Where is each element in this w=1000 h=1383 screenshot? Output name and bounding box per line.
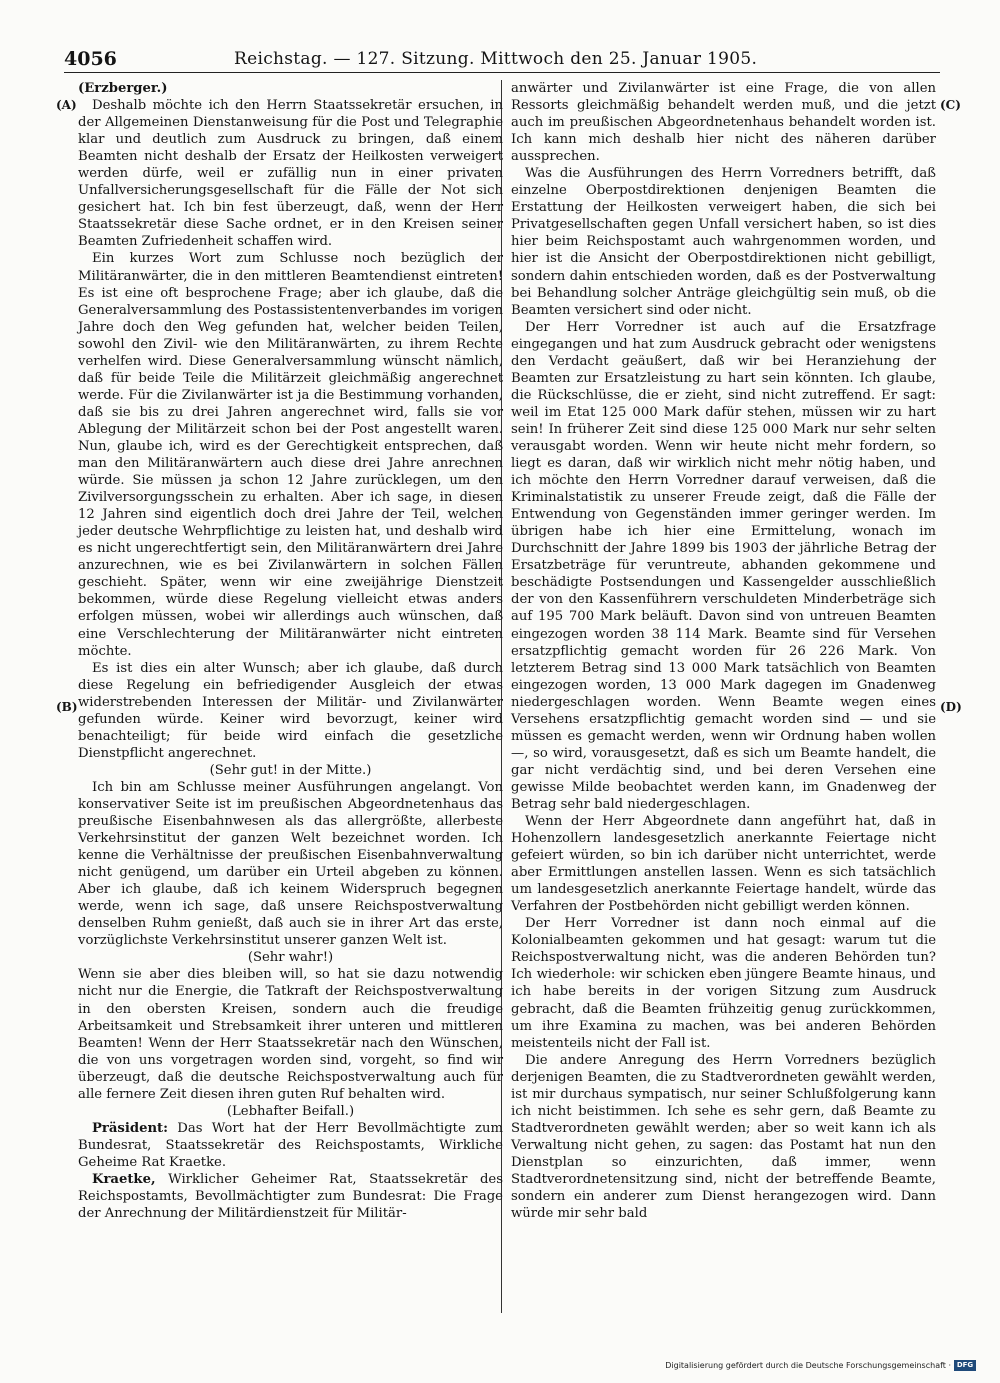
speaker-name: Kraetke, <box>92 1172 156 1187</box>
running-header <box>64 48 940 73</box>
page-number: 4056 <box>64 48 117 70</box>
dfg-logo-icon: DFG <box>954 1360 976 1371</box>
paragraph: Ein kurzes Wort zum Schlusse noch bezüglich der Militäranwärter, die in den mittleren Beamtendienst eintreten! Es ist eine oft besprochene Frage; aber ich glaube, daß die Generalversammlung des Postassistentenverbandes im vorigen Jahre doch den Weg gefunden hat, welcher beiden Teilen, sowohl den Zivil- wie den Militäranwärten, zu ihrem Rechte verhelfen wird. Diese Generalversammlung wünscht nämlich, daß für beide Teile die Militärzeit gleichmäßig angerechnet werde. Für die Zivilanwärter ist ja die Bestimmung vorhanden, daß sie bis zu drei Jahren angerechnet wird, falls sie vor Ablegung der Militärzeit schon bei der Post angestellt waren. Nun, glaube ich, wird es der Gerechtigkeit entsprechen, daß man den Militäranwärtern auch diese drei Jahre anrechnen würde. Sie müssen ja schon 12 Jahre zurücklegen, um den Zivilversorgungsschein zu erhalten. Aber ich sage, in diesen 12 Jahren sind eigentlich doch drei Jahre der Teil, welchen jeder deutsche Wehrpflichtige zu leisten hat, und deshalb wird es nicht ungerechtfertigt sein, den Militäranwärtern drei Jahre anzurechnen, wie es bei Zivilanwärtern in solchen Fällen geschieht. Später, wenn wir eine zweijährige Dienstzeit bekommen, würde diese Regelung vielleicht etwas anders erfolgen müssen, wobei wir allerdings auch wünschen, daß eine Verschlechterung der Militäranwärter nicht eintreten möchte. <box>78 251 503 659</box>
paragraph: Ich bin am Schlusse meiner Ausführungen angelangt. Von konservativer Seite ist im preußischen Abgeordnetenhaus das preußische Eisenbahnwesen als das allergrößte, allerbeste Verkehrsinstitut der ganzen Welt bezeichnet worden. Ich kenne die Verhältnisse der preußischen Eisenbahnverwaltung nicht genügend, um darüber ein Urteil abgeben zu können. Aber ich glaube, daß ich keinem Widerspruch begegnen werde, wenn ich sage, daß unsere Reichspostverwaltung denselben Ruhm genießt, daß auch sie in ihrer Art das erste, vorzüglichste Verkehrsinstitut unserer ganzen Welt ist. <box>78 779 503 949</box>
paragraph: Deshalb möchte ich den Herrn Staatssekretär ersuchen, in der Allgemeinen Dienstanweisung für die Post und Telegraphie klar und deutlich zum Ausdruck zu bringen, daß einem Beamten nicht deshalb der Ersatz der Heilkosten verweigert werden dürfe, weil er zufällig nun in einer privaten Unfallversicherungsgesellschaft für die Fälle der Not sich gesichert hat. Ich bin fest überzeugt, daß, wenn der Herr Staatssekretär diese Sache ordnet, er in den Kreisen seiner Beamten Zufriedenheit schaffen wird. <box>78 98 503 250</box>
paragraph: Wenn sie aber dies bleiben will, so hat sie dazu notwendig nicht nur die Energie, die Tatkraft der Reichspostverwaltung in den obersten Kreisen, sondern auch die freudige Arbeitsamkeit und Strebsamkeit ihrer unteren und mittleren Beamten! Wenn der Herr Staatssekretär nach den Wünschen, die von uns vorgetragen worden sind, vorgeht, so find wir überzeugt, daß die deutsche Reichspostverwaltung auch für alle fernere Zeit diesen ihren guten Ruf behalten wird. <box>78 967 503 1102</box>
margin-mark-a: (A) <box>56 98 77 112</box>
running-title: Reichstag. — 127. Sitzung. Mittwoch den 25. Januar 1905. <box>234 49 758 69</box>
interjection: (Sehr gut! in der Mitte.) <box>209 762 372 778</box>
paragraph: Der Herr Vorredner ist auch auf die Ersatzfrage eingegangen und hat zum Ausdruck gebracht oder wenigstens den Verdacht geäußert, daß wir bei Heranziehung der Beamten zur Ersatzleistung zu hart sein könnten. Ich glaube, die Rückschlüsse, die er zieht, sind nicht zutreffend. Er sagt: weil im Etat 125 000 Mark dafür stehen, müssen wir zu hart sein! In früherer Zeit sind diese 125 000 Mark nur sehr selten verausgabt worden. Wenn wir heute nicht mehr fordern, so liegt es daran, daß wir wirklich nicht mehr nötig haben, und ich möchte den Herrn Vorredner darauf verweisen, daß die Kriminalstatistik zu unserer Freude zeigt, daß die Fälle der Entwendung von Gegenständen immer geringer werden. Im übrigen habe ich hier eine Ermittelung, wonach im Durchschnitt der Jahre 1899 bis 1903 der jährliche Betrag der Ersatzbeträge für veruntreute, abhanden gekommene und beschädigte Postsendungen und Kassengelder ausschließlich der von den Kassenführern verschuldeten Minderbeträge sich auf 195 700 Mark beläuft. Davon sind von untreuen Beamten eingezogen worden 38 114 Mark. Beamte sind für Versehen ersatzpflichtig gemacht worden für 26 226 Mark. Von letzterem Betrag sind 13 000 Mark tatsächlich von Beamten eingezogen worden, 13 000 Mark dagegen im Gnadenweg niedergeschlagen worden. Wenn Beamte wegen eines Versehens ersatzpflichtig gemacht worden sind — und sie müssen es gemacht werden, wenn wir Ordnung haben wollen —, so wird, vorausgesetzt, daß es sich um Beamte handelt, die gar nicht verdächtig sind, und bei deren Versehen eine gewisse Milde beobachtet werden kann, im Gnadenweg der Betrag sehr bald niedergeschlagen. <box>511 319 936 812</box>
right-column <box>511 80 936 1222</box>
margin-mark-c: (C) <box>940 98 961 112</box>
speech-praesident: Präsident: Das Wort hat der Herr Bevollmächtigte zum Bundesrat, Staatssekretär des Reichspostamts, Wirkliche Geheime Rat Kraetke. <box>78 1120 504 1170</box>
interjection: (Sehr wahr!) <box>247 950 334 966</box>
paragraph: Was die Ausführungen des Herrn Vorredners betrifft, daß einzelne Oberpostdirektionen denjenigen Beamten die Erstattung der Heilkosten verweigert haben, die sich bei Privatgesellschaften gegen Unfall versichert haben, so ist dies hier beim Reichspostamt auch wahrgenommen worden, und hier ist die Ansicht der Oberpostdirektionen nicht gebilligt, sondern dahin entschieden worden, daß es der Postverwaltung bei Behandlung solcher Anträge gleichgültig sein muß, ob die Beamten versichert sind oder nicht. <box>511 166 936 318</box>
paragraph: Die andere Anregung des Herrn Vorredners bezüglich derjenigen Beamten, die zu Stadtverordneten gewählt werden, ist mir durchaus sympatisch, nur seiner Schlußfolgerung kann ich nicht beistimmen. Ich sehe es sehr gern, daß Beamte zu Stadtverordneten gewählt werden; aber so weit kann ich als Verwaltung nicht gehen, zu sagen: das Postamt hat nun den Dienstplan so einzurichten, daß immer, wenn Stadtverordnetensitzung sind, nicht der betreffende Beamte, sondern ein anderer zum Dienst herangezogen wird. Dann würde mir sehr bald <box>511 1052 936 1222</box>
paragraph: Wenn der Herr Abgeordnete dann angeführt hat, daß in Hohenzollern landesgesetzlich anerkannte Feiertage nicht gefeiert würden, so bin ich darüber nicht unterrichtet, werde aber Ermittlungen anstellen lassen. Wenn es sich tatsächlich um landesgesetzlich anerkannte Feiertage handelt, würde das Verfahren der Postbehörden nicht gebilligt werden können. <box>511 814 936 915</box>
speaker-name: Präsident: <box>92 1120 169 1136</box>
speaker-tag: (Erzberger.) <box>78 81 168 96</box>
margin-mark-d: (D) <box>940 700 962 714</box>
margin-mark-b: (B) <box>56 700 78 714</box>
left-column <box>78 80 503 1222</box>
digitization-credit <box>665 1360 976 1371</box>
paragraph: Der Herr Vorredner ist dann noch einmal auf die Kolonialbeamten gekommen und hat gesagt: warum tut die Reichspostverwaltung nicht, was die anderen Behörden tun? Ich wiederhole: wir schicken eben jüngere Beamte hinaus, und ich habe bereits in der vorigen Sitzung zum Ausdruck gebracht, daß die Beamten frühzeitig genug zurückkommen, um ihre Examina zu machen, was bei anderen Behörden meistenteils nicht der Fall ist. <box>511 916 936 1051</box>
interjection: (Lebhafter Beifall.) <box>226 1103 355 1119</box>
credit-text: Digitalisierung gefördert durch die Deutsche Forschungsgemeinschaft · <box>665 1361 951 1370</box>
paragraph: Es ist dies ein alter Wunsch; aber ich glaube, daß durch diese Regelung ein befriedigender Ausgleich der etwas widerstrebenden Interessen der Militär- und Zivilanwärter gefunden würde. Keiner wird bevorzugt, keiner wird benachteiligt; für beide wird einfach die gesetzliche Dienstpflicht angerechnet. <box>78 660 503 761</box>
paragraph: anwärter und Zivilanwärter ist eine Frage, die von allen Ressorts gleichmäßig behandelt werden muß, und die jetzt auch im preußischen Abgeordnetenhaus behandelt worden ist. Ich kann mich deshalb hier nicht des näheren darüber aussprechen. <box>511 81 936 165</box>
speech-kraetke: Kraetke, Wirklicher Geheimer Rat, Staatssekretär des Reichspostamts, Bevollmächtigter zum Bundesrat: Die Frage der Anrechnung der Militärdienstzeit für Militär- <box>78 1172 503 1222</box>
